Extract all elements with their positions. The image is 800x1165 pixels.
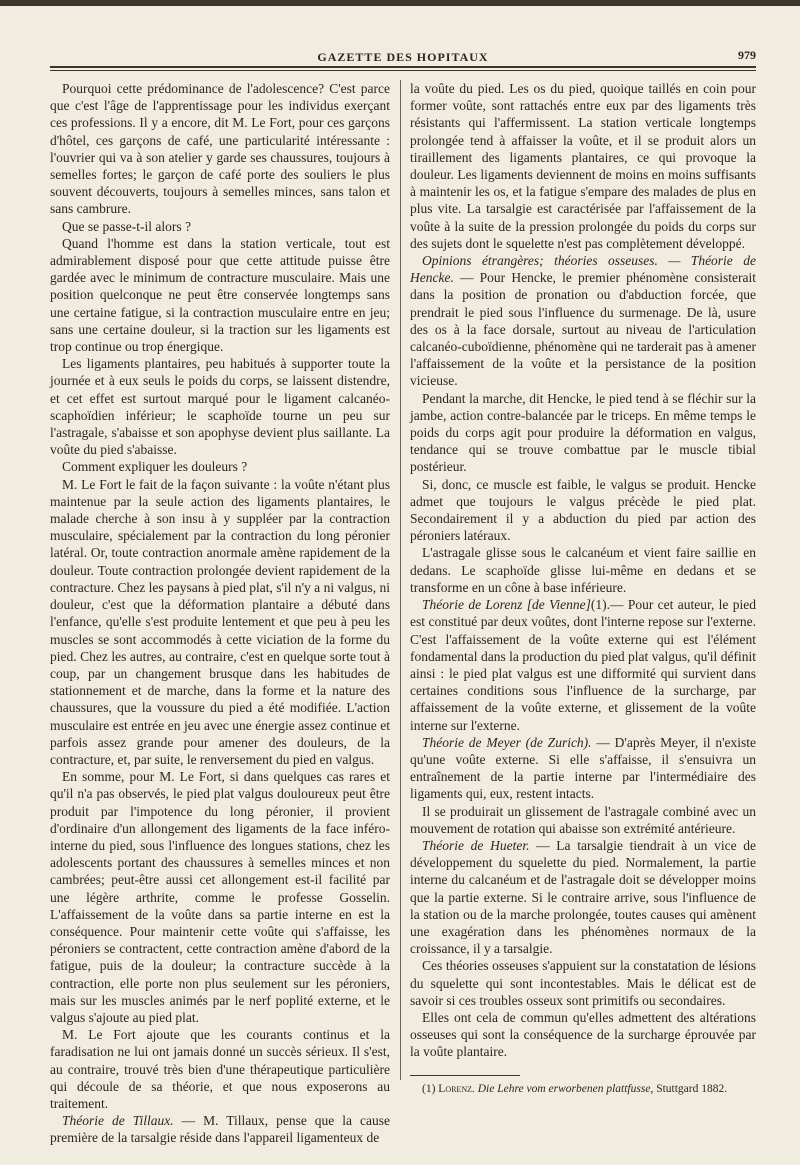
paragraph-hencke (410, 252, 756, 390)
paragraph: M. Le Fort ajoute que les courants continus et la faradisation ne lui ont jamais donné un succès sérieux. Il s'est, au contraire, trouvé très bien d'une thérapeutique particulière qui découle de sa théorie, et que nous exposerons au traitement. (50, 1027, 390, 1111)
paragraph: Les ligaments plantaires, peu habitués à supporter toute la journée et à eux seuls le poids du corps, se laissent distendre, et cet effet est surtout marqué pour le ligament calcanéo-scaphoïdien inférieur; le scaphoïde tourne un peu sur l'astragale, s'abaisse et son apophyse devient plus saillante. La voûte du pied s'abaisse. (50, 356, 390, 458)
paragraph-text: — D'après Meyer, il n'existe qu'une voûte externe. Si elle s'affaisse, il s'ensuivra un entraînement de la partie interne par l'intermédiaire des ligaments qui, eux, restent intacts. (410, 734, 757, 802)
footnote-author: Lorenz. (438, 1082, 475, 1095)
section-heading: Théorie de Lorenz [de Vienne] (422, 597, 591, 613)
header-rule-thin (50, 70, 756, 71)
paragraph-lorenz (410, 596, 756, 734)
right-column (410, 80, 756, 1096)
paragraph-text: — Pour cet auteur, le pied est constitué par deux voûtes, dont l'interne repose sur l'externe. C'est l'affaissement de la voûte externe qui est l'élément fondamental dans la production du pied plat valgus, qu'il définit ainsi : le pied plat valgus est une difformité qui survient dans certaines conditions sous l'influence de la surcharge, par affaissement de la voûte externe, et glissement de la voûte interne sur l'externe. (410, 597, 756, 733)
left-column (50, 80, 390, 1147)
running-header (50, 46, 756, 66)
footnote-rule (410, 1075, 520, 1076)
footnote-title: Die Lehre vom erworbenen plattfusse (477, 1082, 651, 1095)
paragraph: Il se produirait un glissement de l'astragale combiné avec un mouvement de rotation qui abaisse son extrémité antérieure. (410, 803, 756, 836)
section-heading: Théorie de Tillaux. (62, 1113, 174, 1129)
paragraph: M. Le Fort le fait de la façon suivante : la voûte n'étant plus maintenue par la seule action des ligaments plantaires, le malade cherche à son insu à y suppléer par la contraction musculaire, spécialement par la contraction du long péronier latéral. Or, toute contraction anormale amène rapidement de la douleur. Toute contraction prolongée devient rapidement de la contracture. Chez les paysans à pied plat, s'il n'y a ni valgus, ni douleur, c'est que la déformation plantaire a débuté dans l'enfance, qu'elle s'est produite lentement et que peu à peu les muscles se sont accommodés à cette viciation de la forme du pied. Chez les autres, au contraire, c'est en quelque sorte tout à coup, par un changement brusque dans les habitudes de stationnement et de marche, dans la forme et la nature des chaussures, que la voussure du pied a été modifiée. L'action musculaire est entrée en jeu avec une énergie assez continue et parfois assez grande pour amener des douleurs, de la contracture, et, par suite, le renversement du pied en valgus. (50, 476, 390, 767)
header-rule-thick (50, 66, 756, 68)
paragraph: Pourquoi cette prédominance de l'adolescence? C'est parce que c'est l'âge de l'apprentissage pour les individus exerçant ces professions. Il y a encore, dit M. Le Fort, pour ces garçons d'hôtel, ces garçons de café, une particularité intéressante : l'ouvrier qui va à son atelier y garde ses chaussures, toujours à semelles fortes; le garçon de café porte des souliers le plus souvent découverts, toujours à semelles minces, sans talon et sans cambrure. (50, 81, 390, 217)
paragraph-hueter (410, 837, 756, 957)
section-heading: Opinions étrangères; théories osseuses. — Théorie de Hencke. (410, 253, 756, 286)
journal-title: GAZETTE DES HOPITAUX (317, 50, 489, 64)
paragraph-text: — La tarsalgie tiendrait à un vice de développement du squelette du pied. Normalement, la partie interne du calcanéum et de l'astragale doit se développer moins que la partie externe. Si le contraire arrive, sous l'influence de la station ou de la marche prolongée, toutes causes qui amènent une exagération dans les phénomènes normaux de la croissance, il y a tarsalgie. (410, 837, 756, 957)
paragraph: Que se passe-t-il alors ? (62, 218, 191, 234)
paragraph: Pendant la marche, dit Hencke, le pied tend à se fléchir sur la jambe, action contre-balancée par le triceps. En même temps le poids du corps agit pour produire la déformation en valgus, tendance qui se trouve combattue par le muscle tibial postérieur. (410, 390, 756, 475)
footnote (410, 1082, 756, 1096)
top-border (0, 0, 800, 6)
footnote-marker: (1) (422, 1082, 436, 1095)
paragraph-meyer (410, 734, 756, 803)
paragraph-text: — M. Tillaux, pense que la cause première de la tarsalgie réside dans l'appareil ligamenteux de (50, 1113, 391, 1146)
paragraph-text: — Pour Hencke, le premier phénomène consisterait dans la position de pronation ou d'abduction forcée, que prendrait le pied sous l'influence du surmenage. De là, usure des os à la face dorsale, surtout au niveau de l'articulation calcanéo-cuboïdienne, phénomène qui ne tarderait pas à amener l'affaissement de la voûte et la persistance de la position vicieuse. (410, 270, 756, 389)
column-divider (400, 80, 401, 1080)
paragraph: Si, donc, ce muscle est faible, le valgus se produit. Hencke admet que toujours le valgus précède le pied plat. Secondairement il y a abduction du pied par action des péroniers latéraux. (410, 476, 756, 544)
paragraph: Elles ont cela de commun qu'elles admettent des altérations osseuses qui sont la conséquence de la surcharge éprouvée par la voûte plantaire. (410, 1009, 756, 1060)
paragraph: En somme, pour M. Le Fort, si dans quelques cas rares et qu'il n'a pas observés, le pied plat valgus douloureux peut être produit par l'impotence du long péronier, il provient d'ordinaire d'un allongement des ligaments de la face inféro-interne du pied, sous l'influence des longues stations, chez les adolescents portant des chaussures à semelles minces et non cambrées; peut-être aussi cet allongement est-il facilité par une légère arthrite, comme le professe Gosselin. L'affaissement de la voûte dans sa partie interne en est la conséquence. Pour maintenir cette voûte qui s'affaisse, les péroniers se contractent, cette contraction amène d'abord de la fatigue, puis de la douleur; la contracture succède à la contraction, elle porte non plus seulement sur les péroniers, mais sur les muscles animés par le nerf poplité externe, et le valgus s'ajoute au pied plat. (50, 769, 390, 1025)
footnote-place: , Stuttgard 1882. (650, 1082, 728, 1095)
paragraph: L'astragale glisse sous le calcanéum et vient faire saillie en dedans. Le scaphoïde glisse lui-même en dedans et se transforme en un cône à base inférieure. (410, 545, 756, 595)
paragraph: Quand l'homme est dans la station verticale, tout est admirablement disposé pour que cette attitude puisse être gardée avec le minimum de contracture musculaire. Mais une position quelconque ne peut être conservée longtemps sans une certaine fatigue, si la contraction musculaire entre en jeu; sans une certaine douleur, si la traction sur les ligaments est trop continue ou trop énergique. (50, 235, 390, 355)
page-number: 979 (738, 48, 756, 62)
paragraph-tillaux (50, 1112, 390, 1146)
paragraph: la voûte du pied. Les os du pied, quoique taillés en coin pour former voûte, sont rattachés entre eux par des ligaments très résistants qui l'affermissent. La station verticale longtemps prolongée tend à affaisser la voûte, et il se produit alors un tiraillement des ligaments plantaires, ce qui provoque la douleur. Les ligaments deviennent de moins en moins suffisants à maintenir les os, et la fatigue s'empare des malades de plus en plus vite. La tarsalgie est caractérisée par l'affaissement de la voûte à la suite de la pression prolongée du poids du corps sur des sujets dont le squelette n'est pas complètement développé. (410, 81, 756, 251)
section-heading: Théorie de Hueter. (422, 837, 530, 853)
paragraph: Comment expliquer les douleurs ? (62, 459, 248, 475)
footnote-ref: (1). (590, 597, 610, 613)
section-heading: Théorie de Meyer (de Zurich). (422, 734, 592, 750)
paragraph: Ces théories osseuses s'appuient sur la constatation de lésions du squelette qui sont incontestables. Mais le délicat est de savoir si ces troubles osseux sont primitifs ou secondaires. (410, 958, 756, 1008)
